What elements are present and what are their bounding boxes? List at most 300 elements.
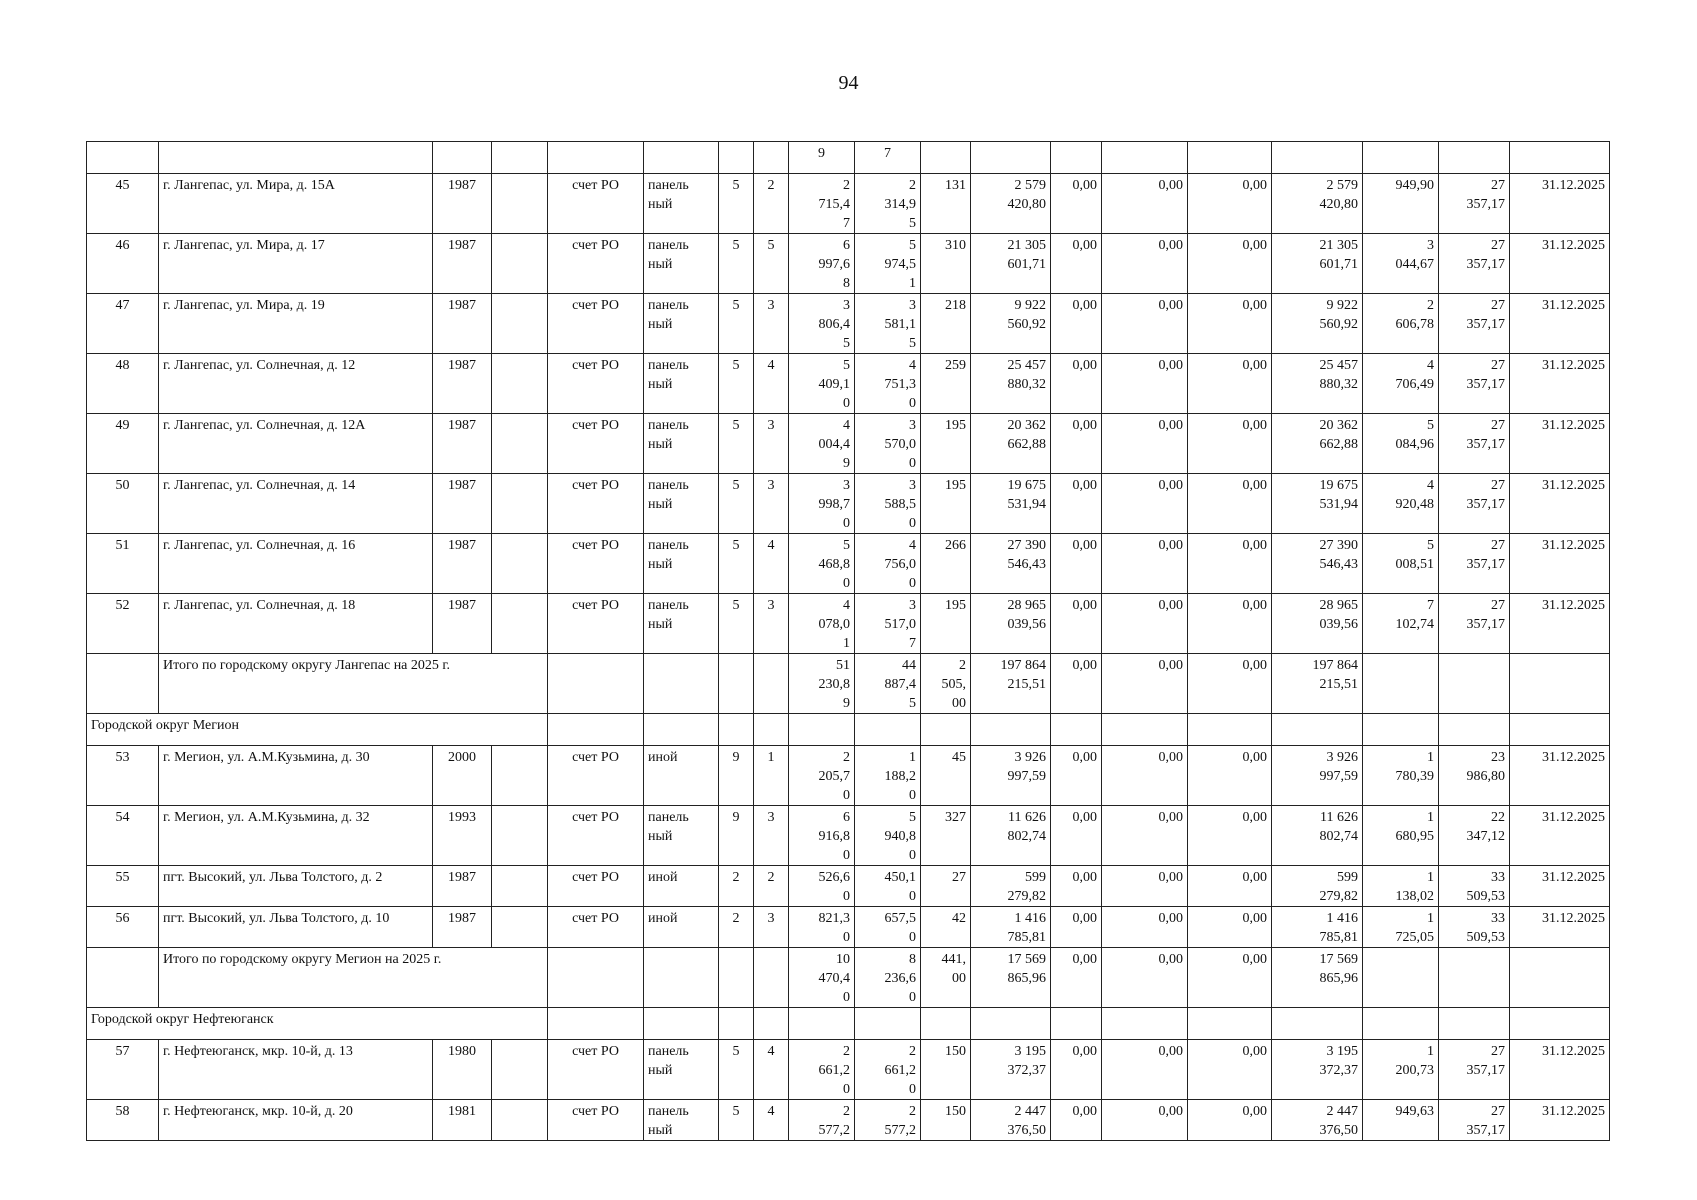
cell-fund-2: 0,00 (1102, 866, 1188, 907)
cell-residents: 195 (921, 594, 971, 654)
empty-cell (1363, 714, 1439, 746)
cell-source: счет РО (548, 866, 644, 907)
cell-cost-total: 20 362 662,88 (971, 414, 1051, 474)
cell-cost-total: 11 626 802,74 (971, 806, 1051, 866)
cell-empty (492, 1100, 548, 1141)
cell-fund-1: 0,00 (1051, 474, 1102, 534)
cell-residents: 266 (921, 534, 971, 594)
cell-number: 51 (87, 534, 159, 594)
cell-fund-1: 0,00 (1051, 907, 1102, 948)
cell-address: г. Лангепас, ул. Мира, д. 17 (159, 234, 433, 294)
empty-cell (1510, 654, 1610, 714)
cell-fund-1: 0,00 (1051, 1040, 1102, 1100)
cell-wall-material: иной (644, 907, 719, 948)
cell-floors: 9 (719, 746, 754, 806)
cell-number: 54 (87, 806, 159, 866)
table-row (87, 1040, 1610, 1100)
empty-cell (754, 948, 789, 1008)
cell-address: г. Лангепас, ул. Солнечная, д. 12А (159, 414, 433, 474)
cell-year: 1987 (433, 866, 492, 907)
cell-residents: 27 (921, 866, 971, 907)
cell-entrances: 4 (754, 534, 789, 594)
cell-address: пгт. Высокий, ул. Льва Толстого, д. 10 (159, 907, 433, 948)
cell-area-total: 4 078,0 1 (789, 594, 855, 654)
cell-year: 2000 (433, 746, 492, 806)
cell-unit-cost: 949,63 (1363, 1100, 1439, 1141)
cell-year: 1993 (433, 806, 492, 866)
cell-year: 1987 (433, 234, 492, 294)
cell-fund-2: 0,00 (1102, 234, 1188, 294)
cell-fund-2: 0,00 (1102, 354, 1188, 414)
empty-cell (1363, 1008, 1439, 1040)
cell-entrances: 4 (754, 1100, 789, 1141)
cell-own-funds: 2 447 376,50 (1272, 1100, 1363, 1141)
cell-residents: 42 (921, 907, 971, 948)
continuation-row (87, 142, 1610, 174)
empty-cell (719, 654, 754, 714)
cell-entrances: 3 (754, 806, 789, 866)
cell-cost-total: 9 922 560,92 (971, 294, 1051, 354)
cell-number: 57 (87, 1040, 159, 1100)
cell-fund-3: 0,00 (1188, 806, 1272, 866)
cell-max-cost: 27 357,17 (1439, 174, 1510, 234)
empty-cell (1272, 1008, 1363, 1040)
cell-max-cost: 27 357,17 (1439, 414, 1510, 474)
cell-empty (492, 1040, 548, 1100)
total-fund-3: 0,00 (1188, 948, 1272, 1008)
cell-fund-1: 0,00 (1051, 174, 1102, 234)
cell-fund-3: 0,00 (1188, 1040, 1272, 1100)
cell-floors: 5 (719, 294, 754, 354)
empty-cell (644, 714, 719, 746)
cell-own-funds: 3 926 997,59 (1272, 746, 1363, 806)
cell-number: 55 (87, 866, 159, 907)
table-row (87, 474, 1610, 534)
cell-fund-1: 0,00 (1051, 806, 1102, 866)
cell-max-cost: 27 357,17 (1439, 234, 1510, 294)
section-header-row (87, 714, 1610, 746)
cell-residents: 327 (921, 806, 971, 866)
cell-fund-3: 0,00 (1188, 594, 1272, 654)
cell-address: пгт. Высокий, ул. Льва Толстого, д. 2 (159, 866, 433, 907)
cell-wall-material: панель ный (644, 594, 719, 654)
cell-year: 1987 (433, 907, 492, 948)
cell-area-total: 526,6 0 (789, 866, 855, 907)
cell-area-live: 3 570,0 0 (855, 414, 921, 474)
cell-entrances: 2 (754, 174, 789, 234)
total-area-live: 8 236,6 0 (855, 948, 921, 1008)
cell-number: 58 (87, 1100, 159, 1141)
cell-number: 45 (87, 174, 159, 234)
cell-floors: 9 (719, 806, 754, 866)
cell-residents: 310 (921, 234, 971, 294)
cell-floors: 5 (719, 234, 754, 294)
cell-area-total: 6 916,8 0 (789, 806, 855, 866)
cell-max-cost: 27 357,17 (1439, 534, 1510, 594)
cell-deadline: 31.12.2025 (1510, 474, 1610, 534)
empty-cell (971, 1008, 1051, 1040)
cell-source: счет РО (548, 1100, 644, 1141)
cell-wall-material: панель ный (644, 234, 719, 294)
register-table (86, 141, 1610, 1141)
cell-year: 1987 (433, 534, 492, 594)
cell-wall-material: иной (644, 866, 719, 907)
table-row (87, 866, 1610, 907)
cell-area-live: 4 756,0 0 (855, 534, 921, 594)
cell-source: счет РО (548, 414, 644, 474)
cell-fund-1: 0,00 (1051, 1100, 1102, 1141)
cell-deadline: 31.12.2025 (1510, 866, 1610, 907)
cell-area-live: 4 751,3 0 (855, 354, 921, 414)
empty-cell (719, 714, 754, 746)
table-row (87, 806, 1610, 866)
cell-address: г. Лангепас, ул. Солнечная, д. 12 (159, 354, 433, 414)
table-row (87, 1100, 1610, 1141)
cell-wall-material: панель ный (644, 354, 719, 414)
cell-floors: 5 (719, 414, 754, 474)
cell-own-funds: 1 416 785,81 (1272, 907, 1363, 948)
cell-source: счет РО (548, 594, 644, 654)
cell-cost-total: 1 416 785,81 (971, 907, 1051, 948)
total-row (87, 948, 1610, 1008)
empty-cell (1051, 714, 1102, 746)
cell-area-live: 5 940,8 0 (855, 806, 921, 866)
table-row (87, 174, 1610, 234)
cell-unit-cost: 4 706,49 (1363, 354, 1439, 414)
cell-floors: 5 (719, 174, 754, 234)
cell-fund-1: 0,00 (1051, 294, 1102, 354)
cell-empty (492, 174, 548, 234)
cell-source: счет РО (548, 174, 644, 234)
cell-source: счет РО (548, 294, 644, 354)
section-title: Городской округ Мегион (87, 714, 548, 746)
cell-fund-3: 0,00 (1188, 534, 1272, 594)
cell-empty (492, 907, 548, 948)
cell-fund-3: 0,00 (1188, 474, 1272, 534)
section-title: Городской округ Нефтеюганск (87, 1008, 548, 1040)
cell-cost-total: 25 457 880,32 (971, 354, 1051, 414)
cell-wall-material: панель ный (644, 1040, 719, 1100)
total-residents: 2 505, 00 (921, 654, 971, 714)
cell-max-cost: 27 357,17 (1439, 594, 1510, 654)
cell-wall-material: панель ный (644, 1100, 719, 1141)
cell-year: 1980 (433, 1040, 492, 1100)
empty-cell (87, 654, 159, 714)
total-row (87, 654, 1610, 714)
empty-cell (1363, 948, 1439, 1008)
cell-source: счет РО (548, 354, 644, 414)
empty-cell (548, 1008, 644, 1040)
cell-cost-total: 21 305 601,71 (971, 234, 1051, 294)
cell-deadline: 31.12.2025 (1510, 1040, 1610, 1100)
cell-unit-cost: 4 920,48 (1363, 474, 1439, 534)
cell-deadline: 31.12.2025 (1510, 806, 1610, 866)
cell-empty (492, 534, 548, 594)
empty-cell (754, 714, 789, 746)
cell-fund-3: 0,00 (1188, 414, 1272, 474)
cell-fund-2: 0,00 (1102, 1040, 1188, 1100)
cell-fund-3: 0,00 (1188, 234, 1272, 294)
cell-own-funds: 19 675 531,94 (1272, 474, 1363, 534)
cell-area-live: 7 (855, 142, 921, 174)
cell-unit-cost: 2 606,78 (1363, 294, 1439, 354)
total-residents: 441, 00 (921, 948, 971, 1008)
cell-deadline: 31.12.2025 (1510, 414, 1610, 474)
cell-residents: 259 (921, 354, 971, 414)
cell-entrances: 3 (754, 474, 789, 534)
cell-entrances: 5 (754, 234, 789, 294)
empty-cell (1510, 1008, 1610, 1040)
cell-unit-cost: 1 680,95 (1363, 806, 1439, 866)
cell-cost-total: 28 965 039,56 (971, 594, 1051, 654)
cell-deadline: 31.12.2025 (1510, 594, 1610, 654)
cell-year: 1987 (433, 594, 492, 654)
cell-address: г. Нефтеюганск, мкр. 10-й, д. 13 (159, 1040, 433, 1100)
total-fund-1: 0,00 (1051, 948, 1102, 1008)
cell-source: счет РО (548, 534, 644, 594)
cell-empty (492, 414, 548, 474)
cell-number: 49 (87, 414, 159, 474)
cell-number: 50 (87, 474, 159, 534)
cell-cost-total: 2 447 376,50 (971, 1100, 1051, 1141)
cell-own-funds: 3 195 372,37 (1272, 1040, 1363, 1100)
cell-unit-cost: 949,90 (1363, 174, 1439, 234)
total-area-total: 10 470,4 0 (789, 948, 855, 1008)
cell-fund-1: 0,00 (1051, 354, 1102, 414)
total-fund-3: 0,00 (1188, 654, 1272, 714)
total-label: Итого по городскому округу Мегион на 2025 г. (159, 948, 548, 1008)
cell-residents: 150 (921, 1100, 971, 1141)
cell-residents: 131 (921, 174, 971, 234)
cell-floors: 5 (719, 1040, 754, 1100)
cell-entrances: 4 (754, 1040, 789, 1100)
cell-own-funds: 21 305 601,71 (1272, 234, 1363, 294)
cell-area-total: 9 (789, 142, 855, 174)
empty-cell (1439, 1008, 1510, 1040)
empty-cell (1510, 714, 1610, 746)
cell-number: 47 (87, 294, 159, 354)
table-row (87, 534, 1610, 594)
empty-cell (1272, 714, 1363, 746)
cell-floors: 5 (719, 534, 754, 594)
cell-year: 1987 (433, 174, 492, 234)
empty-cell (548, 948, 644, 1008)
cell-fund-3: 0,00 (1188, 746, 1272, 806)
cell-unit-cost: 1 200,73 (1363, 1040, 1439, 1100)
empty-cell (644, 654, 719, 714)
cell-area-live: 3 581,1 5 (855, 294, 921, 354)
empty-cell (1439, 714, 1510, 746)
cell-deadline: 31.12.2025 (1510, 294, 1610, 354)
cell-residents: 195 (921, 414, 971, 474)
cell-unit-cost: 3 044,67 (1363, 234, 1439, 294)
cell-wall-material: панель ный (644, 294, 719, 354)
cell-own-funds: 25 457 880,32 (1272, 354, 1363, 414)
cell-own-funds: 27 390 546,43 (1272, 534, 1363, 594)
cell-empty (492, 594, 548, 654)
cell-max-cost: 27 357,17 (1439, 294, 1510, 354)
cell-address: г. Лангепас, ул. Солнечная, д. 16 (159, 534, 433, 594)
cell-number: 52 (87, 594, 159, 654)
table-row (87, 414, 1610, 474)
cell-area-total: 4 004,4 9 (789, 414, 855, 474)
cell-fund-1: 0,00 (1051, 534, 1102, 594)
total-label: Итого по городскому округу Лангепас на 2025 г. (159, 654, 548, 714)
cell-area-total: 2 205,7 0 (789, 746, 855, 806)
cell-max-cost: 27 357,17 (1439, 474, 1510, 534)
cell-fund-2: 0,00 (1102, 294, 1188, 354)
cell-year: 1987 (433, 294, 492, 354)
cell-number: 53 (87, 746, 159, 806)
empty-cell (1510, 948, 1610, 1008)
cell-area-total: 6 997,6 8 (789, 234, 855, 294)
cell-floors: 5 (719, 354, 754, 414)
cell-fund-3: 0,00 (1188, 294, 1272, 354)
cell-empty (492, 234, 548, 294)
total-own-funds: 197 864 215,51 (1272, 654, 1363, 714)
cell-address: г. Лангепас, ул. Солнечная, д. 18 (159, 594, 433, 654)
cell-max-cost: 23 986,80 (1439, 746, 1510, 806)
empty-cell (1102, 1008, 1188, 1040)
empty-cell (1439, 654, 1510, 714)
empty-cell (548, 714, 644, 746)
cell-year: 1987 (433, 414, 492, 474)
cell-number: 46 (87, 234, 159, 294)
empty-cell (1102, 714, 1188, 746)
cell-address: г. Лангепас, ул. Мира, д. 15А (159, 174, 433, 234)
cell-area-live: 2 577,2 (855, 1100, 921, 1141)
section-header-row (87, 1008, 1610, 1040)
cell-entrances: 4 (754, 354, 789, 414)
cell-floors: 2 (719, 907, 754, 948)
cell-area-live: 2 661,2 0 (855, 1040, 921, 1100)
table-row (87, 907, 1610, 948)
empty-cell (1363, 654, 1439, 714)
cell-cost-total: 3 926 997,59 (971, 746, 1051, 806)
cell-source: счет РО (548, 907, 644, 948)
cell-floors: 5 (719, 1100, 754, 1141)
table-row (87, 354, 1610, 414)
cell-fund-3: 0,00 (1188, 907, 1272, 948)
total-area-live: 44 887,4 5 (855, 654, 921, 714)
cell-own-funds: 599 279,82 (1272, 866, 1363, 907)
table-row (87, 746, 1610, 806)
empty-cell (855, 714, 921, 746)
cell-residents: 218 (921, 294, 971, 354)
cell-max-cost: 27 357,17 (1439, 354, 1510, 414)
cell-address: г. Нефтеюганск, мкр. 10-й, д. 20 (159, 1100, 433, 1141)
table-row (87, 294, 1610, 354)
cell-fund-2: 0,00 (1102, 806, 1188, 866)
cell-floors: 5 (719, 594, 754, 654)
cell-source: счет РО (548, 234, 644, 294)
total-own-funds: 17 569 865,96 (1272, 948, 1363, 1008)
cell-area-live: 2 314,9 5 (855, 174, 921, 234)
cell-area-total: 3 806,4 5 (789, 294, 855, 354)
cell-fund-2: 0,00 (1102, 414, 1188, 474)
cell-entrances: 3 (754, 907, 789, 948)
cell-deadline: 31.12.2025 (1510, 174, 1610, 234)
cell-area-total: 2 661,2 0 (789, 1040, 855, 1100)
cell-source: счет РО (548, 474, 644, 534)
cell-area-live: 3 517,0 7 (855, 594, 921, 654)
cell-year: 1987 (433, 354, 492, 414)
cell-unit-cost: 5 084,96 (1363, 414, 1439, 474)
page-number: 94 (838, 72, 859, 94)
cell-floors: 2 (719, 866, 754, 907)
cell-area-live: 5 974,5 1 (855, 234, 921, 294)
cell-address: г. Мегион, ул. А.М.Кузьмина, д. 32 (159, 806, 433, 866)
cell-area-live: 3 588,5 0 (855, 474, 921, 534)
cell-fund-2: 0,00 (1102, 1100, 1188, 1141)
cell-fund-2: 0,00 (1102, 174, 1188, 234)
table-body (87, 142, 1610, 1141)
empty-cell (789, 714, 855, 746)
cell-number: 56 (87, 907, 159, 948)
cell-year: 1987 (433, 474, 492, 534)
cell-area-total: 3 998,7 0 (789, 474, 855, 534)
empty-cell (754, 1008, 789, 1040)
cell-cost-total: 599 279,82 (971, 866, 1051, 907)
cell-own-funds: 9 922 560,92 (1272, 294, 1363, 354)
table-row (87, 594, 1610, 654)
empty-cell (789, 1008, 855, 1040)
cell-cost-total: 2 579 420,80 (971, 174, 1051, 234)
cell-empty (492, 866, 548, 907)
cell-wall-material: панель ный (644, 414, 719, 474)
cell-cost-total: 27 390 546,43 (971, 534, 1051, 594)
cell-max-cost: 33 509,53 (1439, 866, 1510, 907)
cell-deadline: 31.12.2025 (1510, 354, 1610, 414)
cell-address: г. Мегион, ул. А.М.Кузьмина, д. 30 (159, 746, 433, 806)
empty-cell (921, 1008, 971, 1040)
cell-residents: 150 (921, 1040, 971, 1100)
cell-own-funds: 11 626 802,74 (1272, 806, 1363, 866)
empty-cell (921, 714, 971, 746)
cell-empty (492, 474, 548, 534)
cell-wall-material: иной (644, 746, 719, 806)
empty-cell (644, 1008, 719, 1040)
cell-fund-2: 0,00 (1102, 907, 1188, 948)
cell-fund-1: 0,00 (1051, 746, 1102, 806)
cell-number: 48 (87, 354, 159, 414)
empty-cell (754, 654, 789, 714)
cell-unit-cost: 1 725,05 (1363, 907, 1439, 948)
cell-fund-3: 0,00 (1188, 174, 1272, 234)
cell-fund-1: 0,00 (1051, 234, 1102, 294)
cell-wall-material: панель ный (644, 174, 719, 234)
cell-area-total: 2 715,4 7 (789, 174, 855, 234)
cell-year: 1981 (433, 1100, 492, 1141)
cell-deadline: 31.12.2025 (1510, 1100, 1610, 1141)
cell-area-total: 821,3 0 (789, 907, 855, 948)
cell-empty (492, 354, 548, 414)
cell-own-funds: 28 965 039,56 (1272, 594, 1363, 654)
cell-wall-material: панель ный (644, 806, 719, 866)
cell-entrances: 3 (754, 414, 789, 474)
empty-cell (644, 948, 719, 1008)
cell-unit-cost: 1 780,39 (1363, 746, 1439, 806)
cell-area-total: 2 577,2 (789, 1100, 855, 1141)
cell-area-live: 657,5 0 (855, 907, 921, 948)
cell-empty (492, 294, 548, 354)
cell-fund-2: 0,00 (1102, 534, 1188, 594)
cell-area-total: 5 409,1 0 (789, 354, 855, 414)
cell-address: г. Лангепас, ул. Солнечная, д. 14 (159, 474, 433, 534)
total-area-total: 51 230,8 9 (789, 654, 855, 714)
cell-entrances: 3 (754, 294, 789, 354)
cell-cost-total: 19 675 531,94 (971, 474, 1051, 534)
